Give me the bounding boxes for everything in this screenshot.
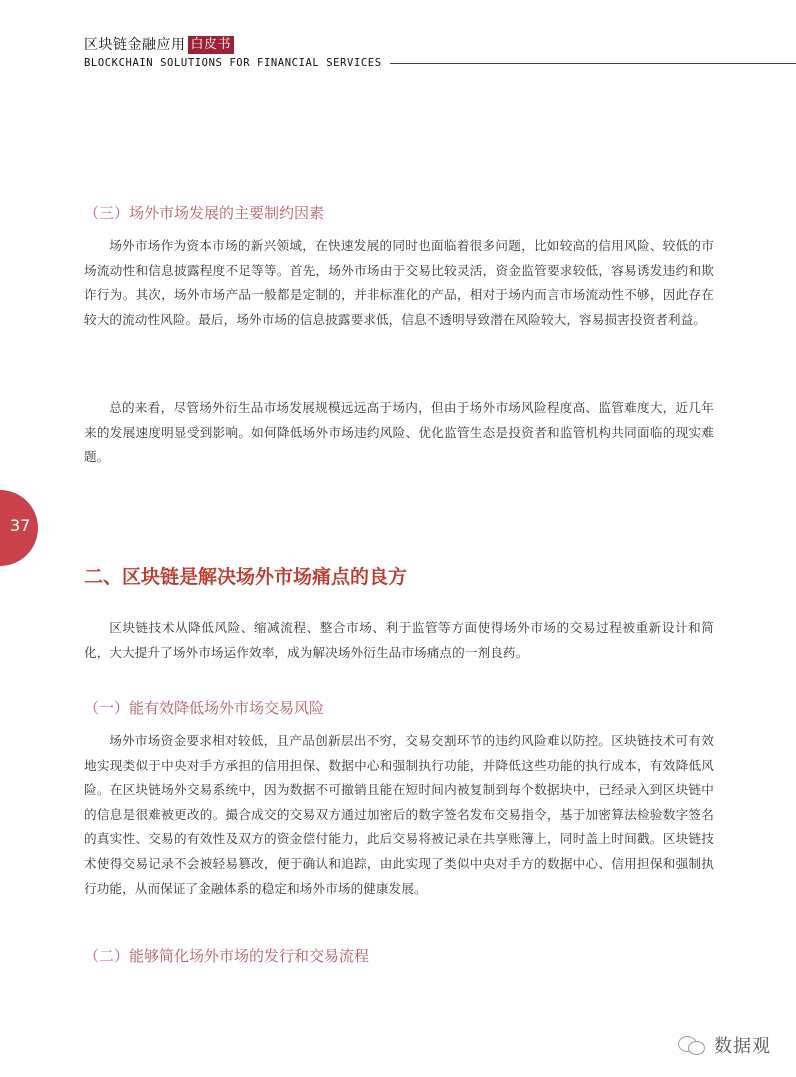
header-rule bbox=[390, 63, 796, 64]
watermark bbox=[678, 1032, 771, 1058]
chapter-2-heading: 二、区块链是解决场外市场痛点的良方 bbox=[84, 566, 408, 588]
subsection-1-paragraph: 场外市场资金要求相对较低，且产品创新层出不穷，交易交割环节的违约风险难以防控。区块链技术可有效地实现类似于中央对手方承担的信用担保、数据中心和强制执行功能，并降低这些功能的执行成本，有效降低风险。在区块链场外交易系统中，因为数据不可撤销且能在短时间内被复制到每个数据块中，已经录入到区块链中的信息是很难被更改的。撮合成交的交易双方通过加密后的数字签名发布交易指令，基于加密算法检验数字签名的真实性、交易的有效性及双方的资金偿付能力，此后交易将被记录在共享账簿上，同时盖上时间戳。区块链技术使得交易记录不会被轻易篡改，便于确认和追踪，由此实现了类似中央对手方的数据中心、信用担保和强制执行功能，从而保证了金融体系的稳定和场外市场的健康发展。 bbox=[84, 733, 714, 896]
page-number: 37 bbox=[10, 516, 31, 535]
chapter-2-heading-block bbox=[84, 564, 714, 590]
wechat-icon bbox=[678, 1034, 706, 1056]
section-3-paragraph-1: 场外市场作为资本市场的新兴领域，在快速发展的同时也面临着很多问题，比如较高的信用风险、较低的市场流动性和信息披露程度不足等等。首先，场外市场由于交易比较灵活，资金监管要求较低，容易诱发违约和欺诈行为。其次，场外市场产品一般都是定制的，并非标准化的产品，相对于场内而言市场流动性不够，因此存在较大的流动性风险。最后，场外市场的信息披露要求低，信息不透明导致潜在风险较大，容易损害投资者利益。 bbox=[84, 238, 714, 327]
subsection-2-heading: （二）能够简化场外市场的发行和交易流程 bbox=[84, 947, 370, 965]
section-3-paragraph-2-block bbox=[84, 396, 714, 470]
page-header bbox=[84, 36, 796, 76]
section-3-heading: （三）场外市场发展的主要制约因素 bbox=[84, 204, 325, 222]
section-3-paragraph-2: 总的来看，尽管场外衍生品市场发展规模远远高于场内，但由于场外市场风险程度高、监管难度大，近几年来的发展速度明显受到影响。如何降低场外市场违约风险、优化监管生态是投资者和监管机构共同面临的现实难题。 bbox=[84, 400, 714, 465]
subsection-1-heading-block bbox=[84, 698, 714, 718]
chapter-2-intro: 区块链技术从降低风险、缩减流程、整合市场、利于监管等方面使得场外市场的交易过程被重新设计和简化，大大提升了场外市场运作效率，成为解决场外衍生品市场痛点的一剂良药。 bbox=[84, 620, 714, 660]
chapter-2-intro-block bbox=[84, 616, 714, 665]
watermark-text: 数据观 bbox=[714, 1036, 771, 1057]
subsection-1-heading: （一）能有效降低场外市场交易风险 bbox=[84, 699, 325, 717]
header-title: 区块链金融应用 bbox=[84, 37, 186, 53]
header-subtitle: BLOCKCHAIN SOLUTIONS FOR FINANCIAL SERVICES bbox=[84, 57, 382, 69]
section-3-heading-block bbox=[84, 203, 714, 223]
section-3-paragraph-1-block bbox=[84, 234, 714, 332]
header-title-row bbox=[84, 36, 796, 54]
header-subtitle-row bbox=[84, 57, 796, 69]
subsection-1-paragraph-block bbox=[84, 729, 714, 901]
subsection-2-heading-block bbox=[84, 946, 714, 966]
header-badge: 白皮书 bbox=[188, 36, 235, 54]
